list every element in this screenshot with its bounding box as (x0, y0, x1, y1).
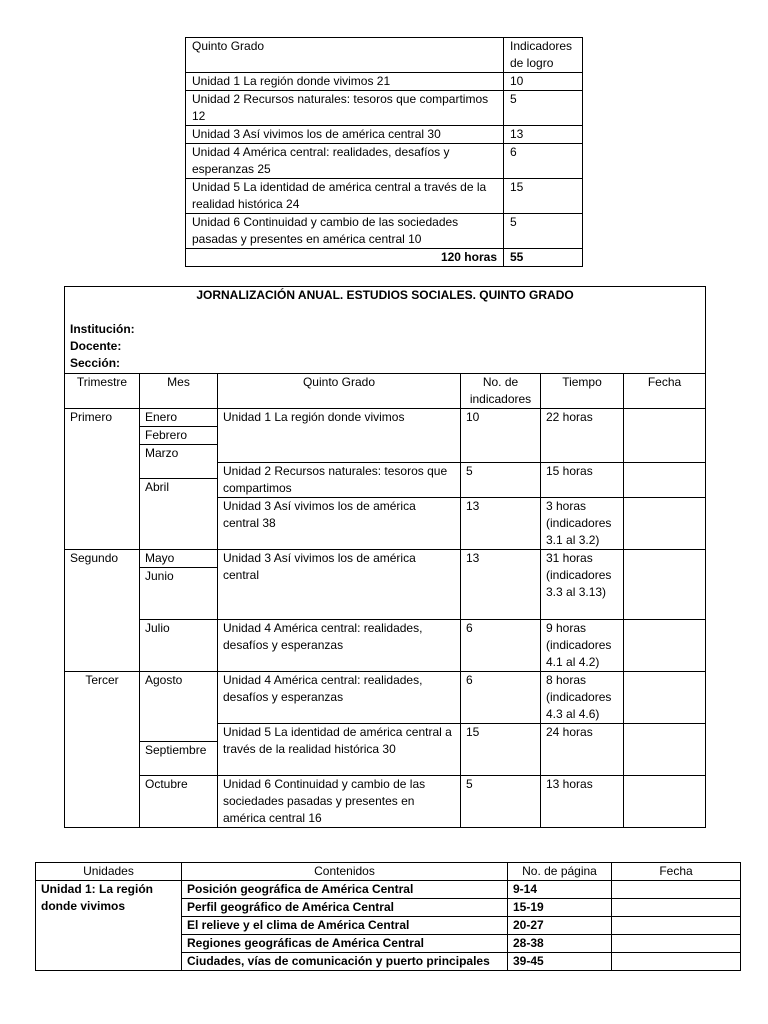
table-row (65, 672, 706, 724)
indicators-cell: 10 (461, 409, 541, 463)
annual-plan-table (64, 286, 706, 828)
unit-label: Unidad 1: La región donde vivimos (36, 881, 182, 971)
unit-cell: Unidad 6 Continuidad y cambio de las sociedades pasadas y presentes en américa central 10 (186, 214, 504, 249)
time-cell: 8 horas (indicadores 4.3 al 4.6) (541, 672, 624, 724)
content-cell: El relieve y el clima de América Central (182, 917, 508, 935)
unit-cell: Unidad 5 La identidad de américa central a través de la realidad histórica 24 (186, 179, 504, 214)
table-row (65, 620, 706, 672)
pages-cell: 15-19 (508, 899, 612, 917)
content-cell: Regiones geográficas de América Central (182, 935, 508, 953)
trimester-cell: Segundo (65, 550, 140, 672)
total-row (186, 249, 583, 267)
total-indicators: 55 (504, 249, 583, 267)
col-units: Unidades (36, 863, 182, 881)
indicators-cell: 5 (504, 214, 583, 249)
unit-cell: Unidad 1 La región donde vivimos 21 (186, 73, 504, 91)
section-label: Sección: (70, 356, 121, 370)
table-header-row (186, 38, 583, 73)
date-cell[interactable] (624, 463, 706, 498)
time-cell: 24 horas (541, 724, 624, 776)
total-hours: 120 horas (186, 249, 504, 267)
month-cell: Abril (140, 479, 218, 550)
indicators-cell: 13 (461, 498, 541, 550)
date-cell[interactable] (624, 776, 706, 828)
month-cell: Julio (140, 620, 218, 672)
col-month: Mes (140, 374, 218, 409)
month-cell: Octubre (140, 776, 218, 828)
indicators-cell: 6 (461, 620, 541, 672)
time-cell: 15 horas (541, 463, 624, 498)
indicators-cell: 13 (461, 550, 541, 620)
table-row (65, 550, 706, 568)
unit-cell: Unidad 3 Así vivimos los de américa central (218, 550, 461, 620)
indicators-cell: 6 (461, 672, 541, 724)
date-cell[interactable] (624, 498, 706, 550)
indicators-cell: 13 (504, 126, 583, 144)
month-cell: Agosto (140, 672, 218, 742)
unit-cell: Unidad 5 La identidad de américa central a través de la realidad histórica 30 (218, 724, 461, 776)
plan-column-header-row (65, 374, 706, 409)
date-cell[interactable] (624, 724, 706, 776)
date-cell[interactable] (612, 953, 741, 971)
pages-cell: 39-45 (508, 953, 612, 971)
month-cell: Septiembre (140, 742, 218, 776)
month-cell: Enero (140, 409, 218, 427)
header-indicators: Indicadores de logro (504, 38, 583, 73)
col-page: No. de página (508, 863, 612, 881)
contents-table (35, 862, 741, 971)
month-cell: Febrero (140, 427, 218, 445)
date-cell[interactable] (612, 899, 741, 917)
unit-cell: Unidad 2 Recursos naturales: tesoros que compartimos 12 (186, 91, 504, 126)
unit-cell: Unidad 4 América central: realidades, desafíos y esperanzas 25 (186, 144, 504, 179)
month-cell: Mayo (140, 550, 218, 568)
month-cell: Junio (140, 568, 218, 620)
date-cell[interactable] (612, 881, 741, 899)
unit-cell: Unidad 3 Así vivimos los de américa central 30 (186, 126, 504, 144)
indicators-cell: 5 (504, 91, 583, 126)
content-cell: Ciudades, vías de comunicación y puerto principales (182, 953, 508, 971)
institution-label: Institución: (70, 322, 135, 336)
indicators-cell: 5 (461, 463, 541, 498)
unit-cell: Unidad 6 Continuidad y cambio de las sociedades pasadas y presentes en américa central 16 (218, 776, 461, 828)
date-cell[interactable] (624, 620, 706, 672)
summary-table (185, 37, 583, 267)
table-row (186, 91, 583, 126)
date-cell[interactable] (624, 672, 706, 724)
time-cell: 9 horas (indicadores 4.1 al 4.2) (541, 620, 624, 672)
contents-header-row (36, 863, 741, 881)
trimester-cell: Primero (65, 409, 140, 550)
table-row (186, 179, 583, 214)
indicators-cell: 15 (504, 179, 583, 214)
time-cell: 22 horas (541, 409, 624, 463)
time-cell: 13 horas (541, 776, 624, 828)
teacher-label: Docente: (70, 339, 122, 353)
col-indicators: No. de indicadores (461, 374, 541, 409)
pages-cell: 9-14 (508, 881, 612, 899)
date-cell[interactable] (624, 550, 706, 620)
table-row (186, 144, 583, 179)
table-row (186, 126, 583, 144)
col-grade: Quinto Grado (218, 374, 461, 409)
table-row (186, 73, 583, 91)
indicators-cell: 15 (461, 724, 541, 776)
unit-cell: Unidad 2 Recursos naturales: tesoros que compartimos (218, 463, 461, 498)
plan-title: JORNALIZACIÓN ANUAL. ESTUDIOS SOCIALES. QUINTO GRADO (196, 288, 574, 302)
table-row (65, 776, 706, 828)
time-cell: 31 horas (indicadores 3.3 al 3.13) (541, 550, 624, 620)
indicators-cell: 6 (504, 144, 583, 179)
plan-heading-row (65, 287, 706, 374)
unit-cell: Unidad 4 América central: realidades, desafíos y esperanzas (218, 672, 461, 724)
indicators-cell: 10 (504, 73, 583, 91)
plan-heading (65, 287, 706, 374)
content-cell: Posición geográfica de América Central (182, 881, 508, 899)
col-contents: Contenidos (182, 863, 508, 881)
unit-cell: Unidad 4 América central: realidades, desafíos y esperanzas (218, 620, 461, 672)
col-time: Tiempo (541, 374, 624, 409)
pages-cell: 28-38 (508, 935, 612, 953)
pages-cell: 20-27 (508, 917, 612, 935)
table-row (36, 881, 741, 899)
header-grade: Quinto Grado (186, 38, 504, 73)
col-date: Fecha (624, 374, 706, 409)
date-cell[interactable] (624, 409, 706, 463)
time-cell: 3 horas (indicadores 3.1 al 3.2) (541, 498, 624, 550)
col-date: Fecha (612, 863, 741, 881)
table-row (186, 214, 583, 249)
content-cell: Perfil geográfico de América Central (182, 899, 508, 917)
col-trimester: Trimestre (65, 374, 140, 409)
indicators-cell: 5 (461, 776, 541, 828)
date-cell[interactable] (612, 917, 741, 935)
month-cell: Marzo (140, 445, 218, 479)
table-row (65, 409, 706, 427)
unit-cell: Unidad 1 La región donde vivimos (218, 409, 461, 463)
date-cell[interactable] (612, 935, 741, 953)
unit-cell: Unidad 3 Así vivimos los de américa central 38 (218, 498, 461, 550)
trimester-cell: Tercer (65, 672, 140, 828)
